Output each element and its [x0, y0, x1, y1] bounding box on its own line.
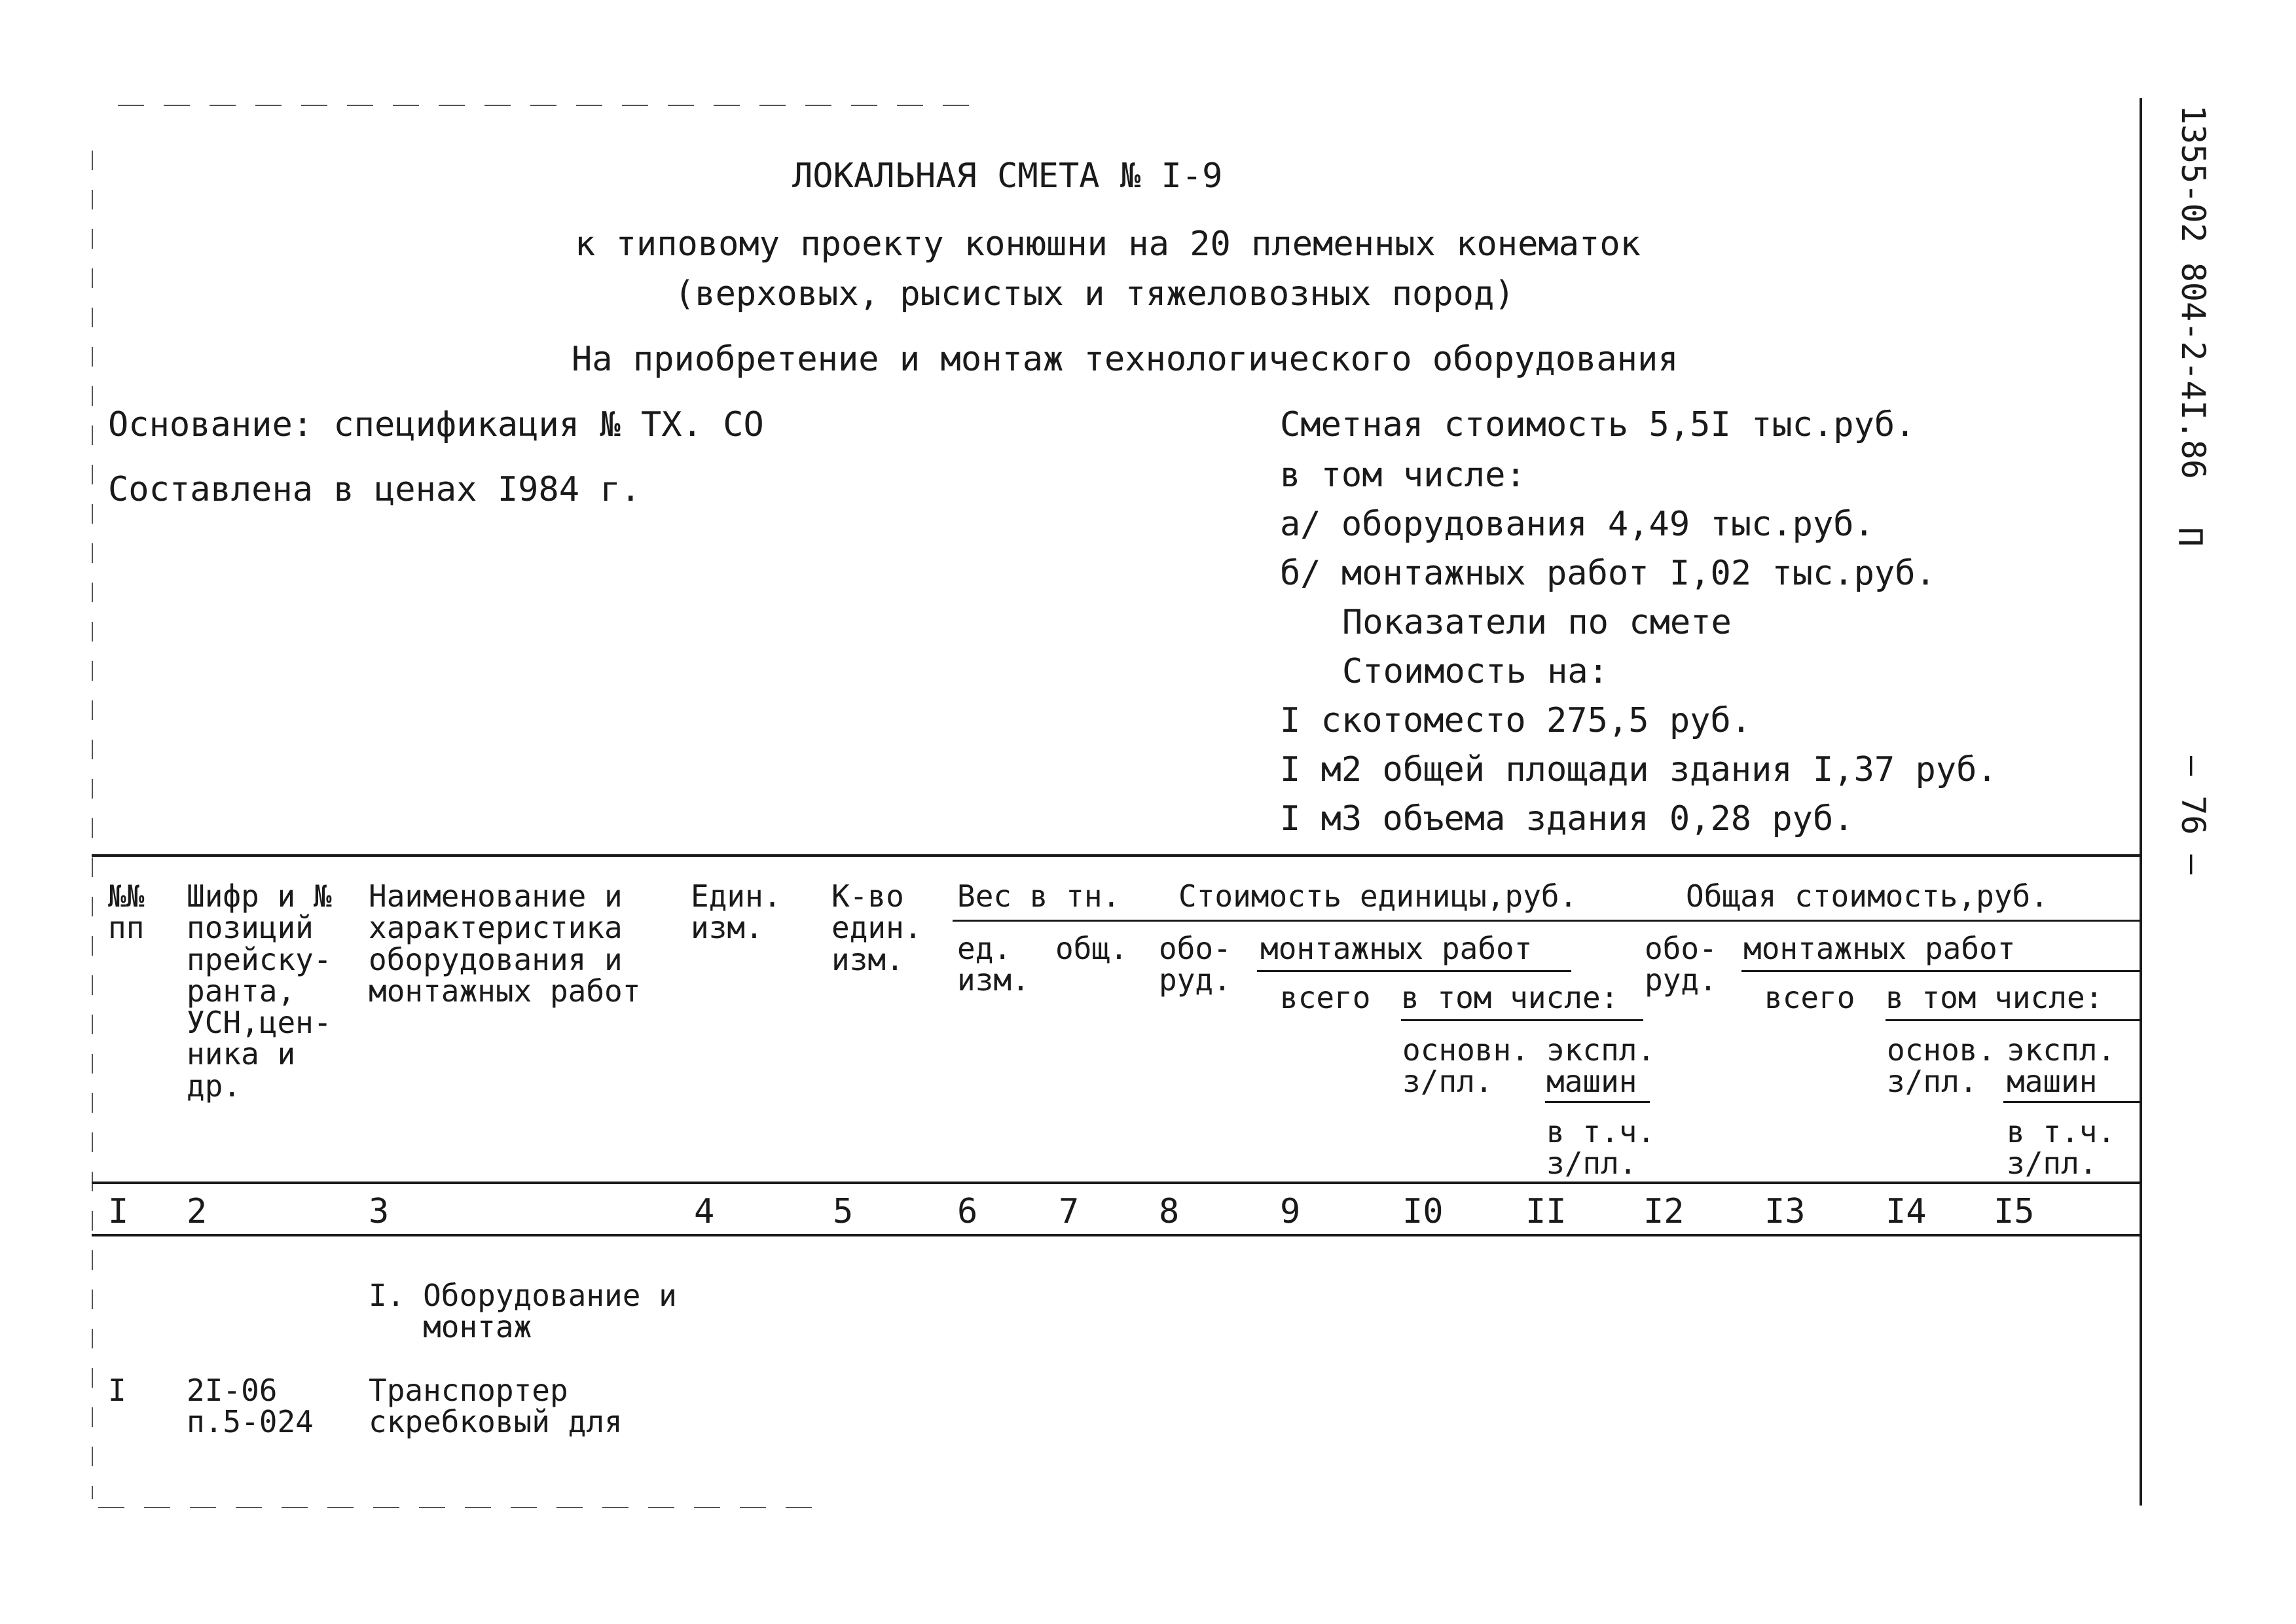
header-total-incl: в том числе:: [1886, 980, 2104, 1015]
header-unit-machines: экспл. машин: [1546, 1032, 1656, 1100]
document-title: ЛОКАЛЬНАЯ СМЕТА № I-9: [792, 156, 1223, 196]
header-total-cost: Общая стоимость,руб.: [1686, 878, 2049, 914]
table-top-rule: [92, 854, 2141, 857]
section-mark: П: [2171, 527, 2209, 547]
page-number: — 76 —: [2174, 756, 2212, 875]
header-unit-mount-total: всего: [1280, 980, 1371, 1015]
including: в том числе:: [1280, 456, 1526, 495]
rule-under-unit-mount: [1257, 970, 1571, 972]
header-weight-total: общ.: [1055, 931, 1128, 966]
installation-cost: б/ монтажных работ I,02 тыс.руб.: [1280, 554, 1936, 593]
column-number: I3: [1764, 1192, 1806, 1231]
estimated-cost: Сметная стоимость 5,5I тыс.руб.: [1280, 405, 1916, 444]
header-unit-machines-wage: в т.ч. з/пл.: [1546, 1114, 1656, 1182]
bottom-scan-edge: [98, 1507, 818, 1508]
cost-per-m3: I м3 объема здания 0,28 руб.: [1280, 799, 1854, 839]
header-price-code: Шифр и № позиций прейску- ранта, УСН,цен- ника и др.: [187, 878, 332, 1104]
row-name: Транспортер скребковый для: [369, 1373, 623, 1440]
column-number: I4: [1886, 1192, 1927, 1231]
header-unit-base-wage: основн. з/пл.: [1402, 1032, 1529, 1100]
basis-specification: Основание: спецификация № ТХ. СО: [108, 405, 764, 444]
rule-under-total-incl: [1886, 1019, 2141, 1021]
rule-under-unit-incl: [1401, 1019, 1643, 1021]
header-unit: Един. изм.: [691, 878, 782, 946]
column-number: 7: [1059, 1192, 1080, 1231]
equipment-cost: а/ оборудования 4,49 тыс.руб.: [1280, 505, 1874, 544]
section-heading: I. Оборудование и монтаж: [369, 1278, 677, 1345]
row-price-code: 2I-06 п.5-024: [187, 1373, 314, 1440]
right-margin-border: [2140, 98, 2142, 1506]
subtitle-project: к типовому проекту конюшни на 20 племенных конематок: [575, 225, 1641, 264]
column-number: II: [1525, 1192, 1567, 1231]
header-total-mount: монтажных работ: [1743, 931, 2016, 966]
header-total-base-wage: основ. з/пл.: [1887, 1032, 1996, 1100]
column-number: I2: [1643, 1192, 1685, 1231]
rule-under-cost-groups: [953, 920, 2141, 922]
header-weight-unit: ед. изм.: [957, 931, 1030, 998]
rule-above-column-numbers: [92, 1182, 2141, 1184]
header-quantity: К-во един. изм.: [831, 878, 922, 977]
column-number: 5: [833, 1192, 854, 1231]
header-unit-cost: Стоимость единицы,руб.: [1178, 878, 1578, 914]
header-unit-equipment: обо- руд.: [1159, 931, 1231, 998]
indicators-heading: Показатели по смете: [1342, 603, 1732, 642]
column-number: I0: [1402, 1192, 1444, 1231]
rule-under-unit-mach: [1545, 1101, 1650, 1103]
header-weight: Вес в тн.: [957, 878, 1121, 914]
header-total-machines-wage: в т.ч. з/пл.: [2007, 1114, 2116, 1182]
column-number: 3: [369, 1192, 390, 1231]
header-total-equipment: обо- руд.: [1645, 931, 1717, 998]
column-number: 8: [1159, 1192, 1180, 1231]
column-number: 9: [1280, 1192, 1301, 1231]
left-scan-edge: [92, 151, 93, 1499]
header-row-number: №№ пп: [108, 878, 145, 946]
cost-per-m2: I м2 общей площади здания I,37 руб.: [1280, 750, 1997, 789]
cost-per-heading: Стоимость на:: [1342, 652, 1609, 691]
header-total-machines: экспл. машин: [2007, 1032, 2116, 1100]
top-scan-edge: [118, 105, 982, 106]
header-unit-mount: монтажных работ: [1260, 931, 1533, 966]
subtitle-breeds: (верховых, рысистых и тяжеловозных пород): [674, 274, 1515, 314]
column-number: 4: [694, 1192, 715, 1231]
cost-per-stall: I скотоместо 275,5 руб.: [1280, 701, 1752, 740]
row-number: I: [108, 1373, 126, 1408]
subtitle-purpose: На приобретение и монтаж технологического оборудования: [572, 340, 1679, 379]
rule-under-total-mach: [2003, 1101, 2141, 1103]
rule-under-total-mount: [1741, 970, 2141, 972]
header-total-mount-total: всего: [1764, 980, 1855, 1015]
column-number: 2: [187, 1192, 208, 1231]
column-number: 6: [957, 1192, 978, 1231]
header-name: Наименование и характеристика оборудования и монтажных работ: [369, 878, 641, 1009]
rule-below-column-numbers: [92, 1234, 2141, 1236]
basis-prices: Составлена в ценах I984 г.: [108, 470, 641, 509]
header-unit-incl: в том числе:: [1401, 980, 1619, 1015]
column-number: I5: [1994, 1192, 2035, 1231]
doc-code: 1355-02 804-2-4I.86: [2174, 105, 2212, 479]
column-number: I: [108, 1192, 129, 1231]
